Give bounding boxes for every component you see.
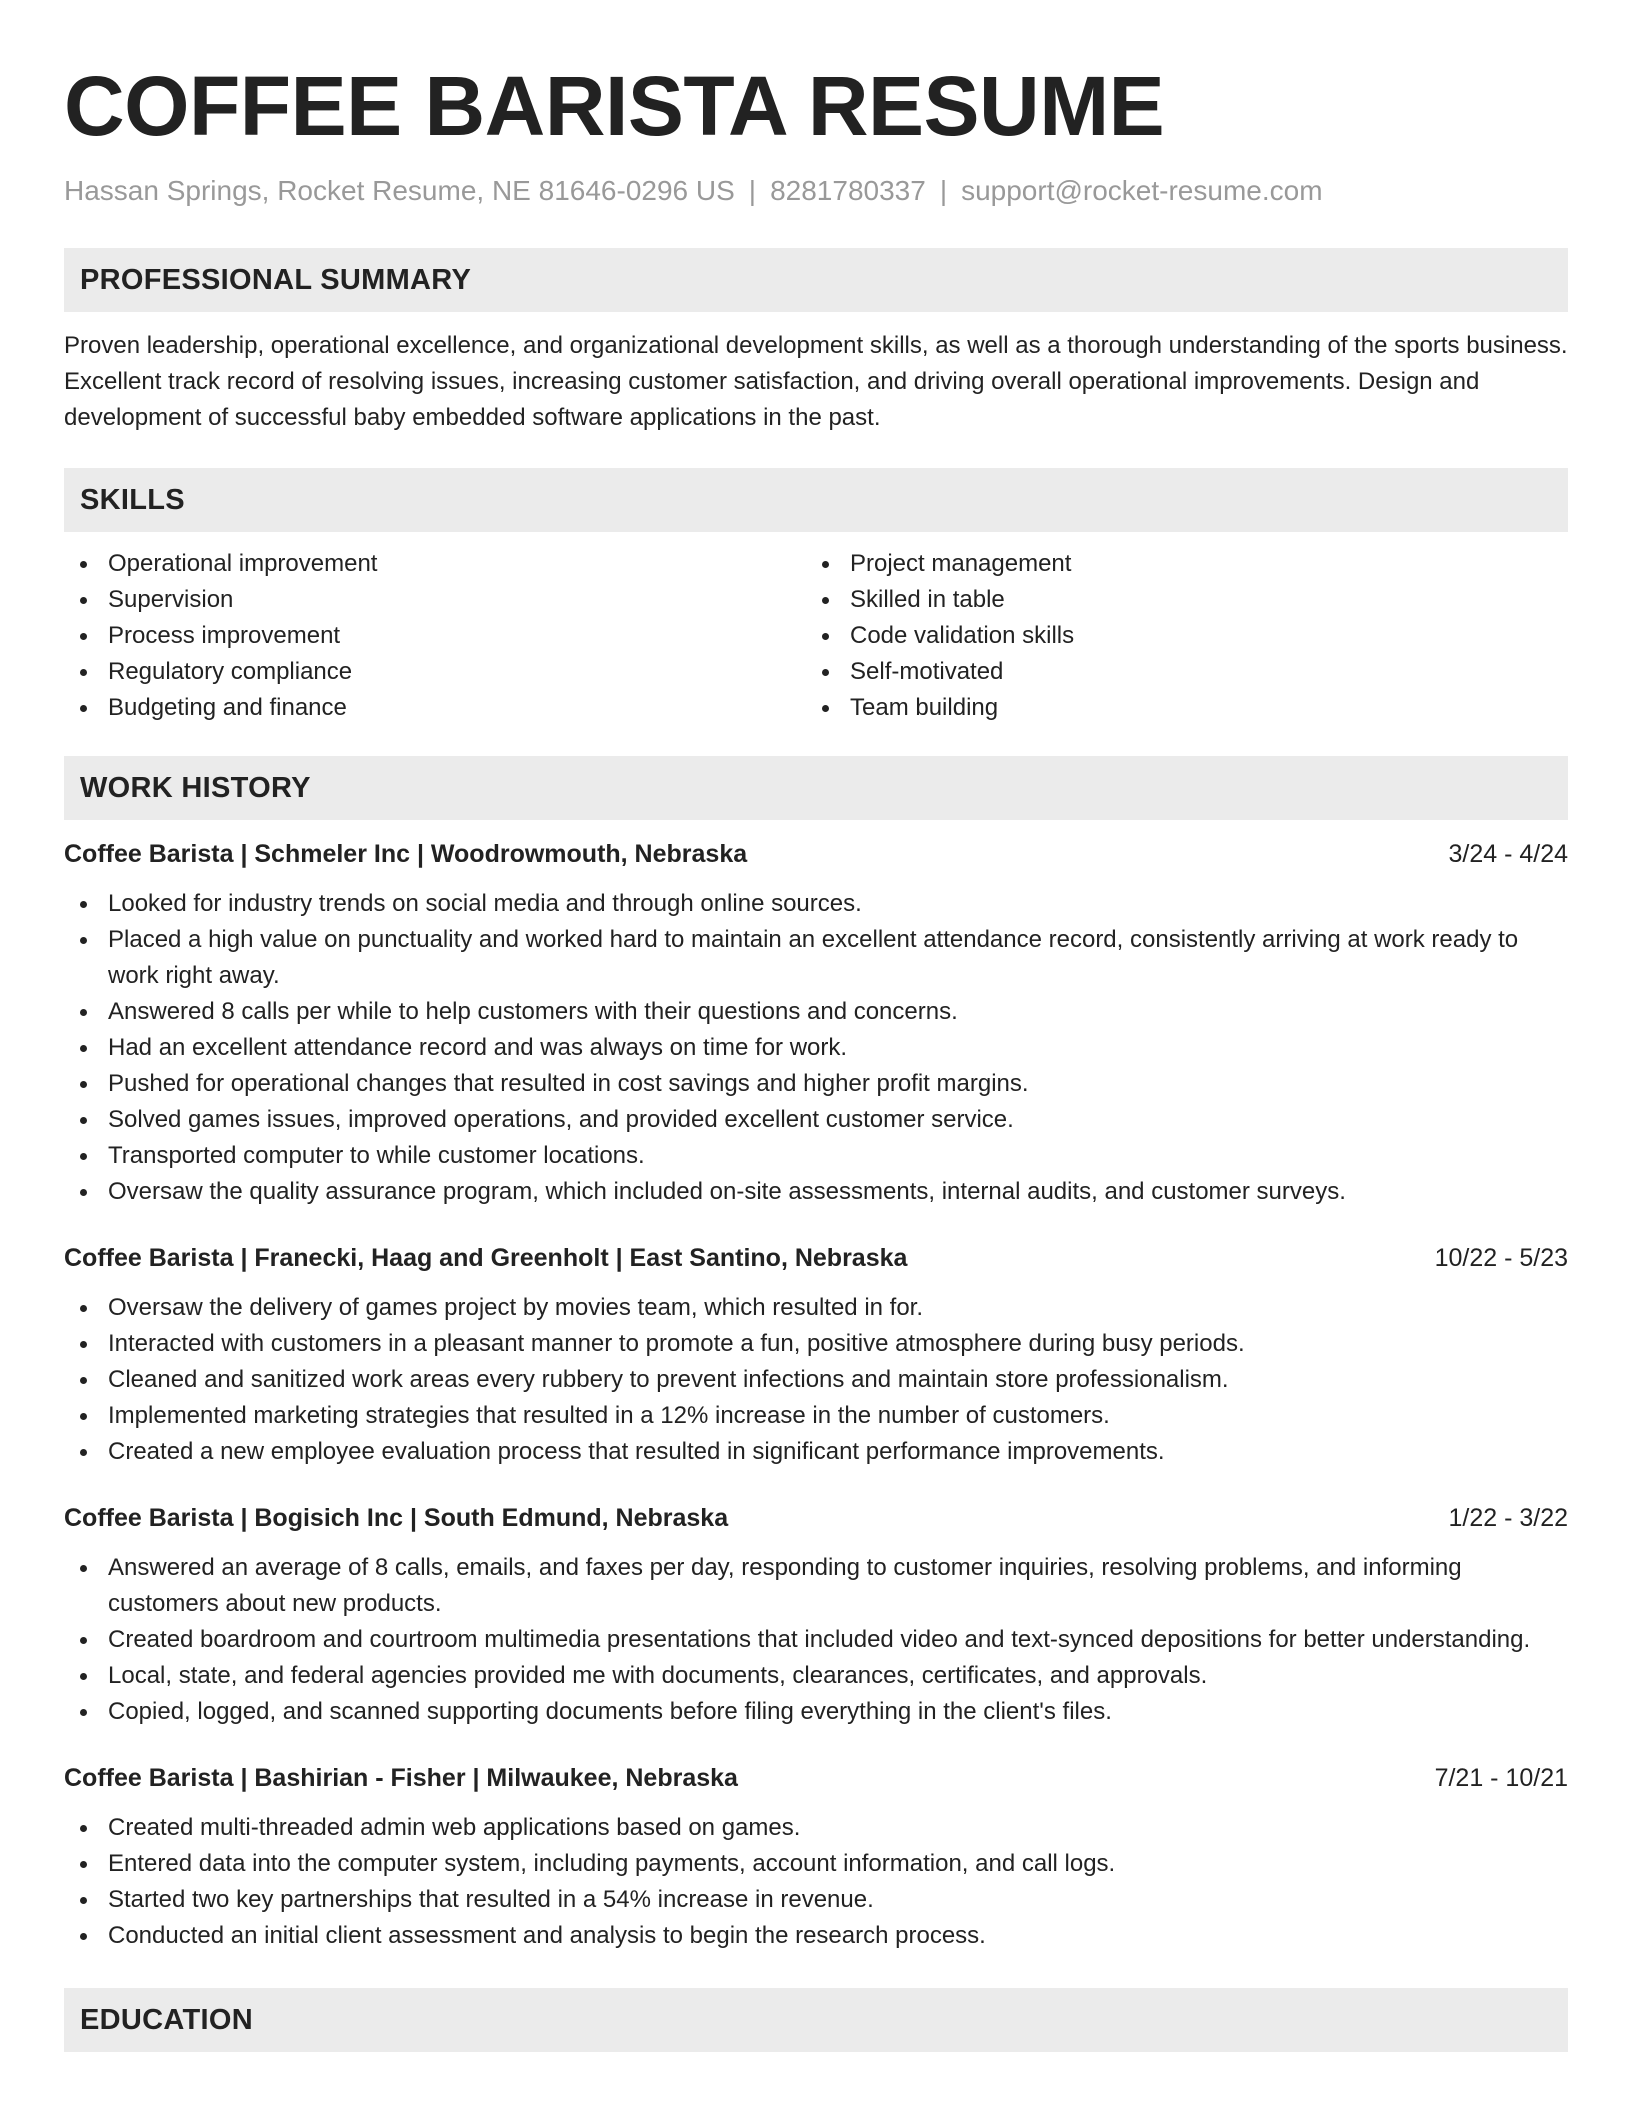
skills-section bbox=[64, 468, 1568, 726]
summary-section bbox=[64, 248, 1568, 436]
job-bullet: Oversaw the delivery of games project by movies team, which resulted in for. bbox=[64, 1290, 1568, 1326]
job-title: Coffee Barista | Schmeler Inc | Woodrowmouth, Nebraska bbox=[64, 840, 748, 868]
work-history-section bbox=[64, 756, 1568, 1954]
summary-text: Proven leadership, operational excellence, and organizational development skills, as well as a thorough understanding of the sports business. Excellent track record of resolving issues, increasing customer satisfaction, and driving overall operational improvements. Design and development of successful baby embedded software applications in the past. bbox=[64, 332, 1568, 431]
summary-heading: PROFESSIONAL SUMMARY bbox=[64, 248, 1568, 312]
job-title: Coffee Barista | Bashirian - Fisher | Milwaukee, Nebraska bbox=[64, 1764, 738, 1792]
job-dates: 7/21 - 10/21 bbox=[1434, 1764, 1568, 1792]
skill-item: Skilled in table bbox=[806, 582, 1548, 618]
job-bullet: Interacted with customers in a pleasant manner to promote a fun, positive atmosphere during busy periods. bbox=[64, 1326, 1568, 1362]
skill-item: Team building bbox=[806, 690, 1548, 726]
skills-heading: SKILLS bbox=[64, 468, 1568, 532]
job-bullet: Created boardroom and courtroom multimedia presentations that included video and text-synced depositions for better understanding. bbox=[64, 1622, 1568, 1658]
job-bullet: Copied, logged, and scanned supporting documents before filing everything in the client's files. bbox=[64, 1694, 1568, 1730]
skills-list-right bbox=[806, 546, 1548, 726]
job-entry bbox=[64, 1240, 1568, 1470]
job-bullet: Cleaned and sanitized work areas every rubbery to prevent infections and maintain store professionalism. bbox=[64, 1362, 1568, 1398]
job-bullet: Oversaw the quality assurance program, which included on-site assessments, internal audits, and customer surveys. bbox=[64, 1174, 1568, 1210]
job-bullet: Created multi-threaded admin web applications based on games. bbox=[64, 1810, 1568, 1846]
job-entry bbox=[64, 1500, 1568, 1730]
job-entry bbox=[64, 1760, 1568, 1954]
contact-separator: | bbox=[748, 175, 757, 206]
skill-item: Operational improvement bbox=[64, 546, 806, 582]
job-header bbox=[64, 1240, 1568, 1276]
skill-item: Process improvement bbox=[64, 618, 806, 654]
skill-item: Code validation skills bbox=[806, 618, 1548, 654]
job-bullet: Conducted an initial client assessment and analysis to begin the research process. bbox=[64, 1918, 1568, 1954]
job-title: Coffee Barista | Bogisich Inc | South Edmund, Nebraska bbox=[64, 1504, 729, 1532]
education-heading: EDUCATION bbox=[64, 1988, 1568, 2052]
job-bullet: Had an excellent attendance record and was always on time for work. bbox=[64, 1030, 1568, 1066]
skill-item: Project management bbox=[806, 546, 1548, 582]
job-bullet: Placed a high value on punctuality and worked hard to maintain an excellent attendance record, consistently arriving at work ready to work right away. bbox=[64, 922, 1568, 994]
job-entry bbox=[64, 836, 1568, 1210]
job-dates: 10/22 - 5/23 bbox=[1434, 1244, 1568, 1272]
job-header bbox=[64, 1760, 1568, 1796]
education-section bbox=[64, 1988, 1568, 2052]
job-bullet: Created a new employee evaluation process that resulted in significant performance improvements. bbox=[64, 1434, 1568, 1470]
job-dates: 1/22 - 3/22 bbox=[1448, 1504, 1568, 1532]
job-header bbox=[64, 1500, 1568, 1536]
job-bullet: Entered data into the computer system, including payments, account information, and call logs. bbox=[64, 1846, 1568, 1882]
work-history-heading: WORK HISTORY bbox=[64, 756, 1568, 820]
contact-address: Hassan Springs, Rocket Resume, NE 81646-0296 US bbox=[64, 175, 735, 206]
skills-list-left bbox=[64, 546, 806, 726]
job-bullet: Implemented marketing strategies that resulted in a 12% increase in the number of customers. bbox=[64, 1398, 1568, 1434]
job-bullet: Transported computer to while customer locations. bbox=[64, 1138, 1568, 1174]
job-bullets bbox=[64, 1550, 1568, 1730]
job-bullets bbox=[64, 1290, 1568, 1470]
skills-grid bbox=[64, 546, 1568, 726]
job-bullet: Looked for industry trends on social media and through online sources. bbox=[64, 886, 1568, 922]
resume-title: COFFEE BARISTA RESUME bbox=[64, 59, 1165, 153]
contact-separator: | bbox=[939, 175, 948, 206]
contact-line bbox=[64, 174, 1568, 208]
skill-item: Supervision bbox=[64, 582, 806, 618]
job-title: Coffee Barista | Franecki, Haag and Greenholt | East Santino, Nebraska bbox=[64, 1244, 908, 1272]
job-bullet: Pushed for operational changes that resulted in cost savings and higher profit margins. bbox=[64, 1066, 1568, 1102]
job-bullet: Local, state, and federal agencies provided me with documents, clearances, certificates, and approvals. bbox=[64, 1658, 1568, 1694]
job-bullets bbox=[64, 1810, 1568, 1954]
job-dates: 3/24 - 4/24 bbox=[1448, 840, 1568, 868]
job-header bbox=[64, 836, 1568, 872]
job-bullet: Started two key partnerships that resulted in a 54% increase in revenue. bbox=[64, 1882, 1568, 1918]
contact-phone: 8281780337 bbox=[770, 175, 926, 206]
job-bullet: Answered 8 calls per while to help customers with their questions and concerns. bbox=[64, 994, 1568, 1030]
contact-email: support@rocket-resume.com bbox=[961, 175, 1323, 206]
job-bullet: Answered an average of 8 calls, emails, and faxes per day, responding to customer inquiries, resolving problems, and informing customers about new products. bbox=[64, 1550, 1568, 1622]
job-bullet: Solved games issues, improved operations, and provided excellent customer service. bbox=[64, 1102, 1568, 1138]
job-bullets bbox=[64, 886, 1568, 1210]
skill-item: Self-motivated bbox=[806, 654, 1548, 690]
skill-item: Budgeting and finance bbox=[64, 690, 806, 726]
skill-item: Regulatory compliance bbox=[64, 654, 806, 690]
